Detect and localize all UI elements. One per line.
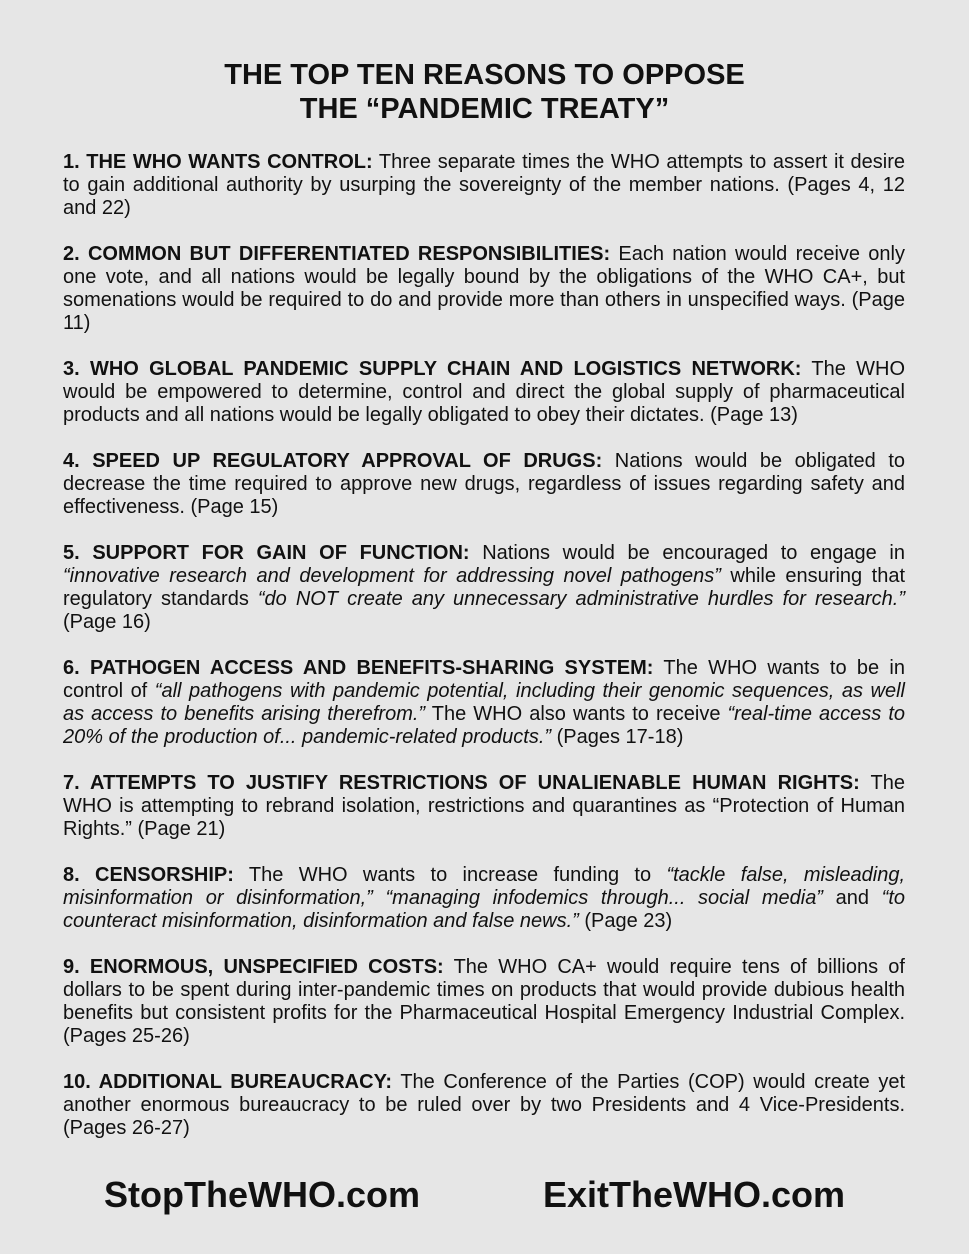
reason-heading: 2. COMMON BUT DIFFERENTIATED RESPONSIBILITIES: bbox=[63, 243, 611, 265]
reason-quote: “real-time access to 20% of the production of... pandemic-related products.” bbox=[63, 703, 905, 748]
reason-text: Nations would be encouraged to engage in bbox=[469, 542, 905, 564]
reason-text: Each nation would receive only one vote, and all nations would be legally bound by the obligations of the WHO CA+, but somenations would be required to do and provide more than others in unspecified ways. (Page 11) bbox=[63, 243, 905, 334]
reason-item-8 bbox=[63, 864, 905, 933]
reason-quote: “do NOT create any unnecessary administrative hurdles for research.” bbox=[257, 588, 905, 610]
title-line-2: THE “PANDEMIC TREATY” bbox=[299, 93, 670, 125]
reason-heading: 6. PATHOGEN ACCESS AND BENEFITS-SHARING SYSTEM: bbox=[63, 657, 654, 679]
reason-quote: “to counteract misinformation, disinformation and false news.” bbox=[63, 887, 906, 932]
reason-heading: 7. ATTEMPTS TO JUSTIFY RESTRICTIONS OF UNALIENABLE HUMAN RIGHTS: bbox=[63, 772, 860, 794]
title-line-1: THE TOP TEN REASONS TO OPPOSE bbox=[224, 59, 745, 91]
reason-heading: 4. SPEED UP REGULATORY APPROVAL OF DRUGS: bbox=[63, 450, 603, 472]
reason-text: The WHO is attempting to rebrand isolation, restrictions and quarantines as “Protection of Human Rights.” (Page 21) bbox=[63, 772, 905, 840]
reason-quote: “all pathogens with pandemic potential, including their genomic sequences, as well as access to benefits arising therefrom.” bbox=[63, 680, 905, 725]
reason-heading: 8. CENSORSHIP: bbox=[63, 864, 234, 886]
reason-text: and bbox=[822, 887, 882, 909]
reason-heading: 10. ADDITIONAL BUREAUCRACY: bbox=[63, 1071, 393, 1093]
reason-text: Three separate times the WHO attempts to assert it desire to gain additional authority by usurping the sovereignty of the member nations. (Pages 4, 12 and 22) bbox=[63, 151, 905, 219]
reason-text: The WHO CA+ would require tens of billions of dollars to be spent during inter-pandemic times on products that would provide dubious health benefits but consistent profits for the Pharmaceutical Hospital Emergency Industrial Complex. (Pages 25-26) bbox=[63, 956, 905, 1047]
document-title bbox=[0, 58, 969, 126]
reason-text: The WHO wants to be in control of bbox=[63, 657, 905, 702]
footer-link-exitthewho: ExitTheWHO.com bbox=[543, 1174, 846, 1215]
reason-text: (Pages 17-18) bbox=[551, 726, 684, 748]
reason-heading: 3. WHO GLOBAL PANDEMIC SUPPLY CHAIN AND LOGISTICS NETWORK: bbox=[63, 358, 802, 380]
reason-heading: 9. ENORMOUS, UNSPECIFIED COSTS: bbox=[63, 956, 444, 978]
reason-text: while ensuring that regulatory standards bbox=[63, 565, 905, 610]
reason-item-7 bbox=[63, 772, 905, 841]
reason-item-9 bbox=[63, 956, 905, 1048]
reason-item-5 bbox=[63, 542, 905, 634]
reason-text: The WHO would be empowered to determine, control and direct the global supply of pharmaceutical products and all nations would be legally obligated to obey their dictates. (Page 13) bbox=[63, 358, 906, 426]
reason-item-1 bbox=[63, 151, 905, 220]
reason-item-10 bbox=[63, 1071, 905, 1140]
reason-item-3 bbox=[63, 358, 905, 427]
reasons-list bbox=[63, 151, 905, 1163]
reason-text: The WHO wants to increase funding to bbox=[233, 864, 667, 886]
reason-text: The Conference of the Parties (COP) would create yet another enormous bureaucracy to be ruled over by two Presidents and 4 Vice-Presidents. (Pages 26-27) bbox=[63, 1071, 905, 1139]
reason-heading: 1. THE WHO WANTS CONTROL: bbox=[63, 151, 373, 173]
reason-text: (Page 16) bbox=[63, 611, 151, 633]
reason-text: (Page 23) bbox=[578, 910, 673, 932]
reason-quote: “tackle false, misleading, misinformation or disinformation,” “managing infodemics through... social media” bbox=[63, 864, 906, 909]
footer-link-stopthewho: StopTheWHO.com bbox=[104, 1174, 420, 1215]
reason-quote: “innovative research and development for addressing novel pathogens” bbox=[63, 565, 721, 587]
reason-text: Nations would be obligated to decrease the time required to approve new drugs, regardless of issues regarding safety and effectiveness. (Page 15) bbox=[63, 450, 905, 518]
reason-item-6 bbox=[63, 657, 905, 749]
reason-item-2 bbox=[63, 243, 905, 335]
reason-item-4 bbox=[63, 450, 905, 519]
reason-text: The WHO also wants to receive bbox=[425, 703, 728, 725]
reason-heading: 5. SUPPORT FOR GAIN OF FUNCTION: bbox=[63, 542, 470, 564]
